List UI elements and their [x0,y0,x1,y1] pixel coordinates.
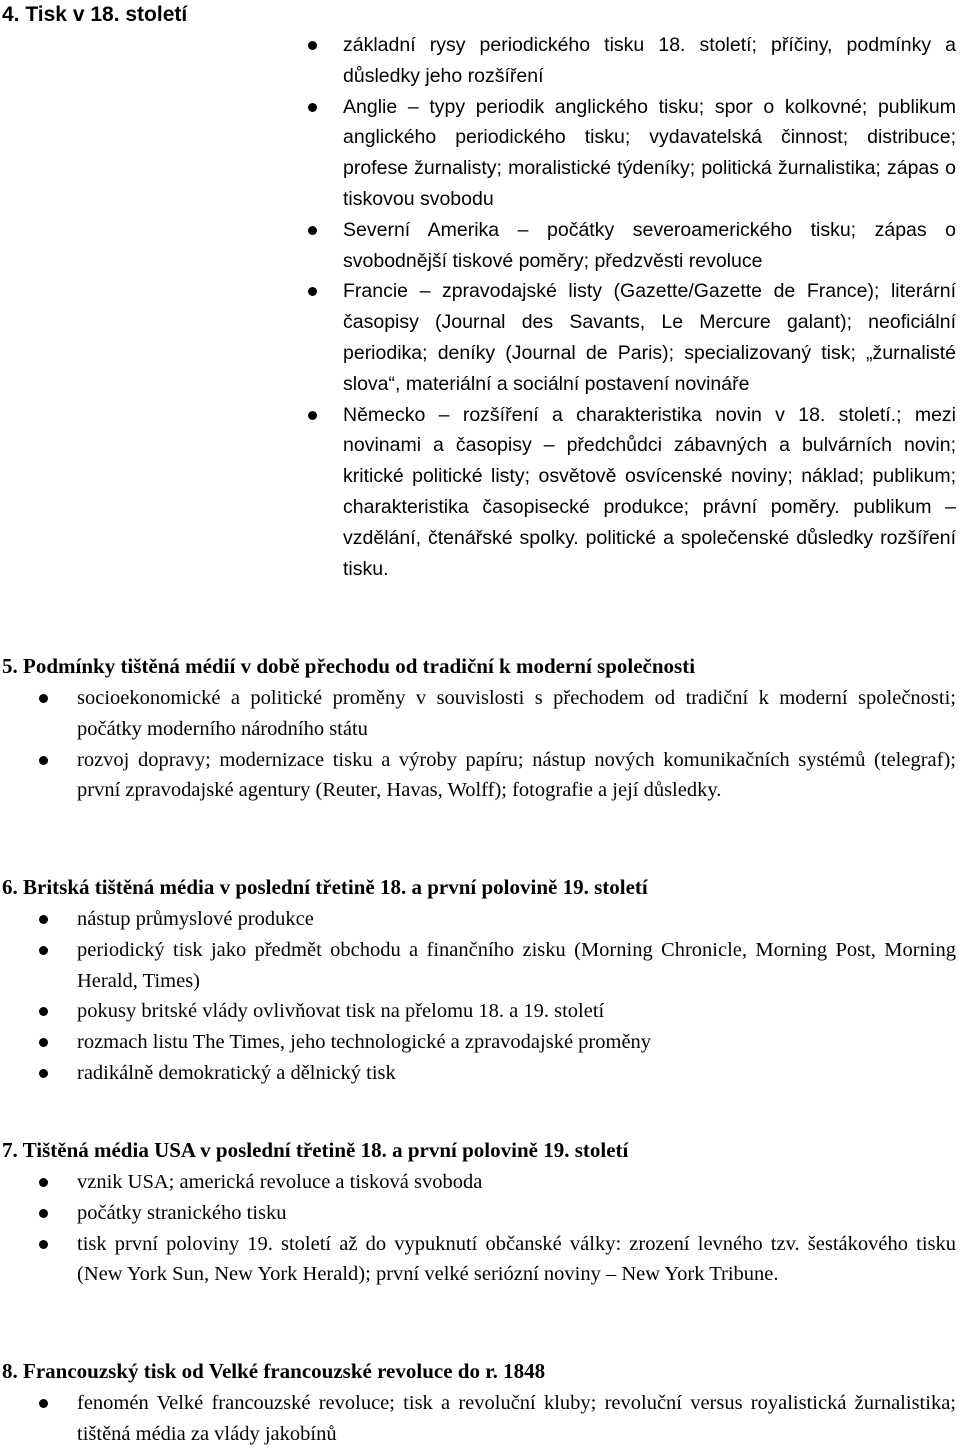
list-item-text: fenomén Velké francouzské revoluce; tisk a revoluční kluby; revoluční versus royalistická žurnalistika; tištěná média za vlády jakobínů [77,1392,956,1445]
section-5 [0,653,960,806]
list-item [343,30,956,92]
bullet-icon [39,1038,48,1047]
bullet-icon [308,41,317,50]
bullet-icon [308,287,317,296]
list-item [77,935,956,997]
list-item-text: pokusy britské vlády ovlivňovat tisk na přelomu 18. a 19. století [77,1000,605,1023]
list-item [77,1229,956,1291]
section-heading-7: 7. Tištěná média USA v poslední třetině 18. a první polovině 19. století [2,1138,629,1162]
list-item [77,1388,956,1450]
list-item-text: rozvoj dopravy; modernizace tisku a výroby papíru; nástup nových komunikačních systémů (telegraf); první zpravodajské agentury (Reuter, Havas, Wolff); fotografie a její důsledky. [77,748,956,802]
bullet-icon [39,946,48,955]
list-item [77,745,956,807]
section-list-6 [77,904,956,1089]
list-item-text: nástup průmyslové produkce [77,908,314,930]
section-list-4 [343,30,956,584]
section-list-8 [77,1388,956,1450]
list-item [77,1198,956,1229]
section-6 [0,874,960,1089]
list-item [343,276,956,399]
list-item [77,1058,956,1089]
bullet-icon [39,915,48,924]
list-item-text: Francie – zpravodajské listy (Gazette/Gazette de France); literární časopisy (Journal des Savants, Le Mercure galant); neoficiální periodika; deníky (Journal de Paris); specializovaný tisk; „žurnalisté slova“, materiální a sociální postavení novináře [343,280,956,395]
section-heading-6: 6. Britská tištěná média v poslední třetině 18. a první polovině 19. století [2,875,648,899]
list-item [343,215,956,277]
section-list-7 [77,1167,956,1290]
bullet-icon [39,1007,48,1016]
bullet-icon [308,103,317,112]
bullet-icon [39,1399,48,1408]
bullet-icon [39,756,48,765]
list-item-text: rozmach listu The Times, jeho technologické a zpravodajské proměny [77,1031,652,1054]
list-item-text: vznik USA; americká revoluce a tisková svoboda [77,1171,483,1193]
bullet-icon [39,1178,48,1187]
section-heading-8: 8. Francouzský tisk od Velké francouzské revoluce do r. 1848 [2,1359,546,1383]
bullet-icon [308,411,317,420]
list-item-text: tisk první poloviny 19. století až do vypuknutí občanské války: zrození levného tzv. šestákového tisku (New York Sun, New York Herald); první velké seriózní noviny – New York Tribune. [77,1232,956,1286]
list-item-text: radikálně demokratický a dělnický tisk [77,1061,396,1084]
bullet-icon [39,1069,48,1078]
section-heading-5: 5. Podmínky tištěná médií v době přechodu od tradiční k moderní společnosti [2,654,696,678]
list-item [77,1167,956,1198]
section-heading-4: 4. Tisk v 18. století [2,3,188,26]
list-item [343,92,956,215]
list-item [343,400,956,585]
section-list-5 [77,683,956,806]
section-8 [0,1358,960,1450]
list-item [77,1027,956,1058]
bullet-icon [39,694,48,703]
list-item-text: Německo – rozšíření a charakteristika novin v 18. století.; mezi novinami a časopisy – předchůdci zábavných a bulvárních novin; kritické politické listy; osvětově osvícenské noviny; náklad; publikum; charakteristika časopisecké produkce; právní poměry. publikum – vzdělání, čtenářské spolky. politické a společenské důsledky rozšíření tisku. [343,403,956,580]
section-7 [0,1137,960,1290]
list-item-text: periodický tisk jako předmět obchodu a finančního zisku (Morning Chronicle, Morning Post, Morning Herald, Times) [77,938,956,992]
bullet-icon [39,1209,48,1218]
list-item-text: počátky stranického tisku [77,1201,287,1224]
list-item [77,904,956,935]
bullet-icon [39,1240,48,1249]
list-item-text: základní rysy periodického tisku 18. století; příčiny, podmínky a důsledky jeho rozšíření [343,34,956,87]
list-item-text: socioekonomické a politické proměny v souvislosti s přechodem od tradiční k moderní společnosti; počátky moderního národního státu [77,687,956,740]
list-item-text: Severní Amerika – počátky severoamerického tisku; zápas o svobodnější tiskové poměry; předzvěsti revoluce [343,218,956,272]
bullet-icon [308,226,317,235]
list-item-text: Anglie – typy periodik anglického tisku; spor o kolkovné; publikum anglického periodického tisku; vydavatelská činnost; distribuce; profese žurnalisty; moralistické týdeníky; politická žurnalistika; zápas o tiskovou svobodu [343,95,956,210]
list-item [77,683,956,745]
list-item [77,996,956,1027]
